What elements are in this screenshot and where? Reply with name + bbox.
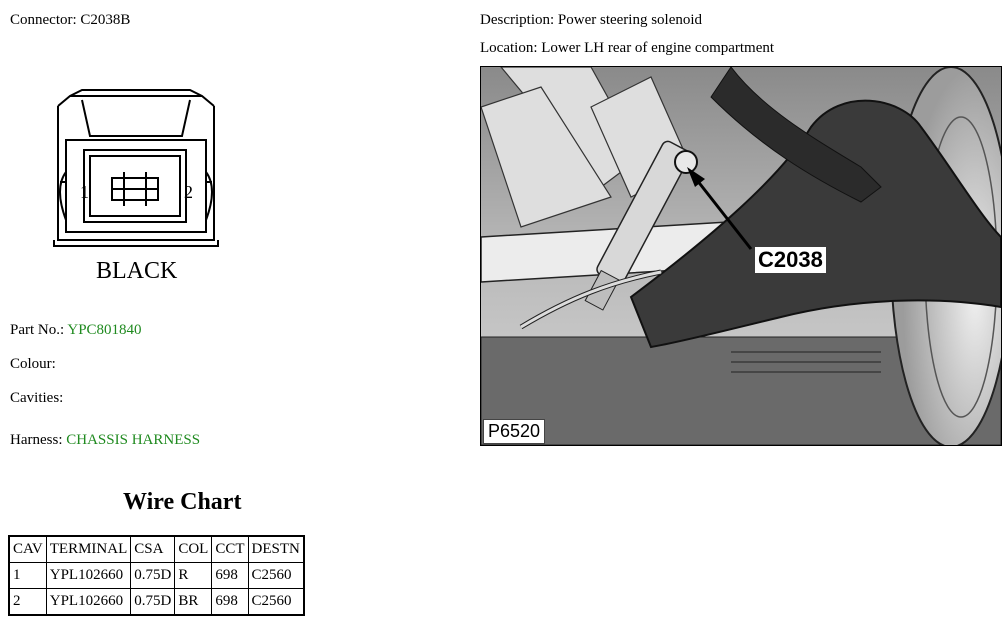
- harness-line: [10, 431, 200, 449]
- cell-cav: 2: [9, 589, 46, 616]
- description-value: Power steering solenoid: [557, 12, 703, 28]
- location-value: Lower LH rear of engine compartment: [541, 40, 775, 56]
- location-photo: [480, 66, 1002, 446]
- part-no-label: Part No.:: [10, 322, 65, 338]
- cell-col: R: [175, 563, 212, 589]
- header-terminal: TERMINAL: [46, 536, 131, 563]
- connector-colour-text: BLACK: [96, 258, 178, 284]
- connector-id: C2038B: [80, 12, 131, 28]
- cell-cct: 698: [212, 589, 248, 616]
- cell-terminal: YPL102660: [46, 563, 131, 589]
- cell-cct: 698: [212, 563, 248, 589]
- cell-destn: C2560: [248, 563, 304, 589]
- pin-2-label: 2: [184, 182, 193, 202]
- wire-chart-title: Wire Chart: [123, 489, 242, 515]
- header-cav: CAV: [9, 536, 46, 563]
- wire-chart-header-row: [9, 536, 304, 563]
- header-csa: CSA: [131, 536, 175, 563]
- cavities-label: Cavities:: [10, 390, 64, 406]
- header-col: COL: [175, 536, 212, 563]
- description-line: [480, 11, 702, 29]
- cell-terminal: YPL102660: [46, 589, 131, 616]
- connector-label: Connector:: [10, 12, 77, 28]
- connector-face-diagram: [50, 88, 222, 288]
- part-no-link[interactable]: YPC801840: [67, 322, 142, 338]
- wire-chart-table: [8, 535, 305, 616]
- pin-1-label: 1: [80, 182, 89, 202]
- location-label: Location:: [480, 40, 538, 56]
- connector-callout: C2038: [755, 247, 826, 273]
- description-label: Description:: [480, 12, 555, 28]
- table-row: [9, 563, 304, 589]
- location-line: [480, 39, 774, 57]
- cell-csa: 0.75D: [131, 589, 175, 616]
- cell-cav: 1: [9, 563, 46, 589]
- cell-col: BR: [175, 589, 212, 616]
- header-cct: CCT: [212, 536, 248, 563]
- harness-label: Harness:: [10, 432, 63, 448]
- cell-destn: C2560: [248, 589, 304, 616]
- part-no-line: [10, 321, 142, 339]
- table-row: [9, 589, 304, 616]
- engine-bay-illustration: [481, 67, 1001, 445]
- photo-code: P6520: [483, 419, 545, 444]
- connector-line: [10, 11, 130, 29]
- colour-label: Colour:: [10, 356, 56, 372]
- cell-csa: 0.75D: [131, 563, 175, 589]
- harness-link[interactable]: CHASSIS HARNESS: [66, 432, 201, 448]
- header-destn: DESTN: [248, 536, 304, 563]
